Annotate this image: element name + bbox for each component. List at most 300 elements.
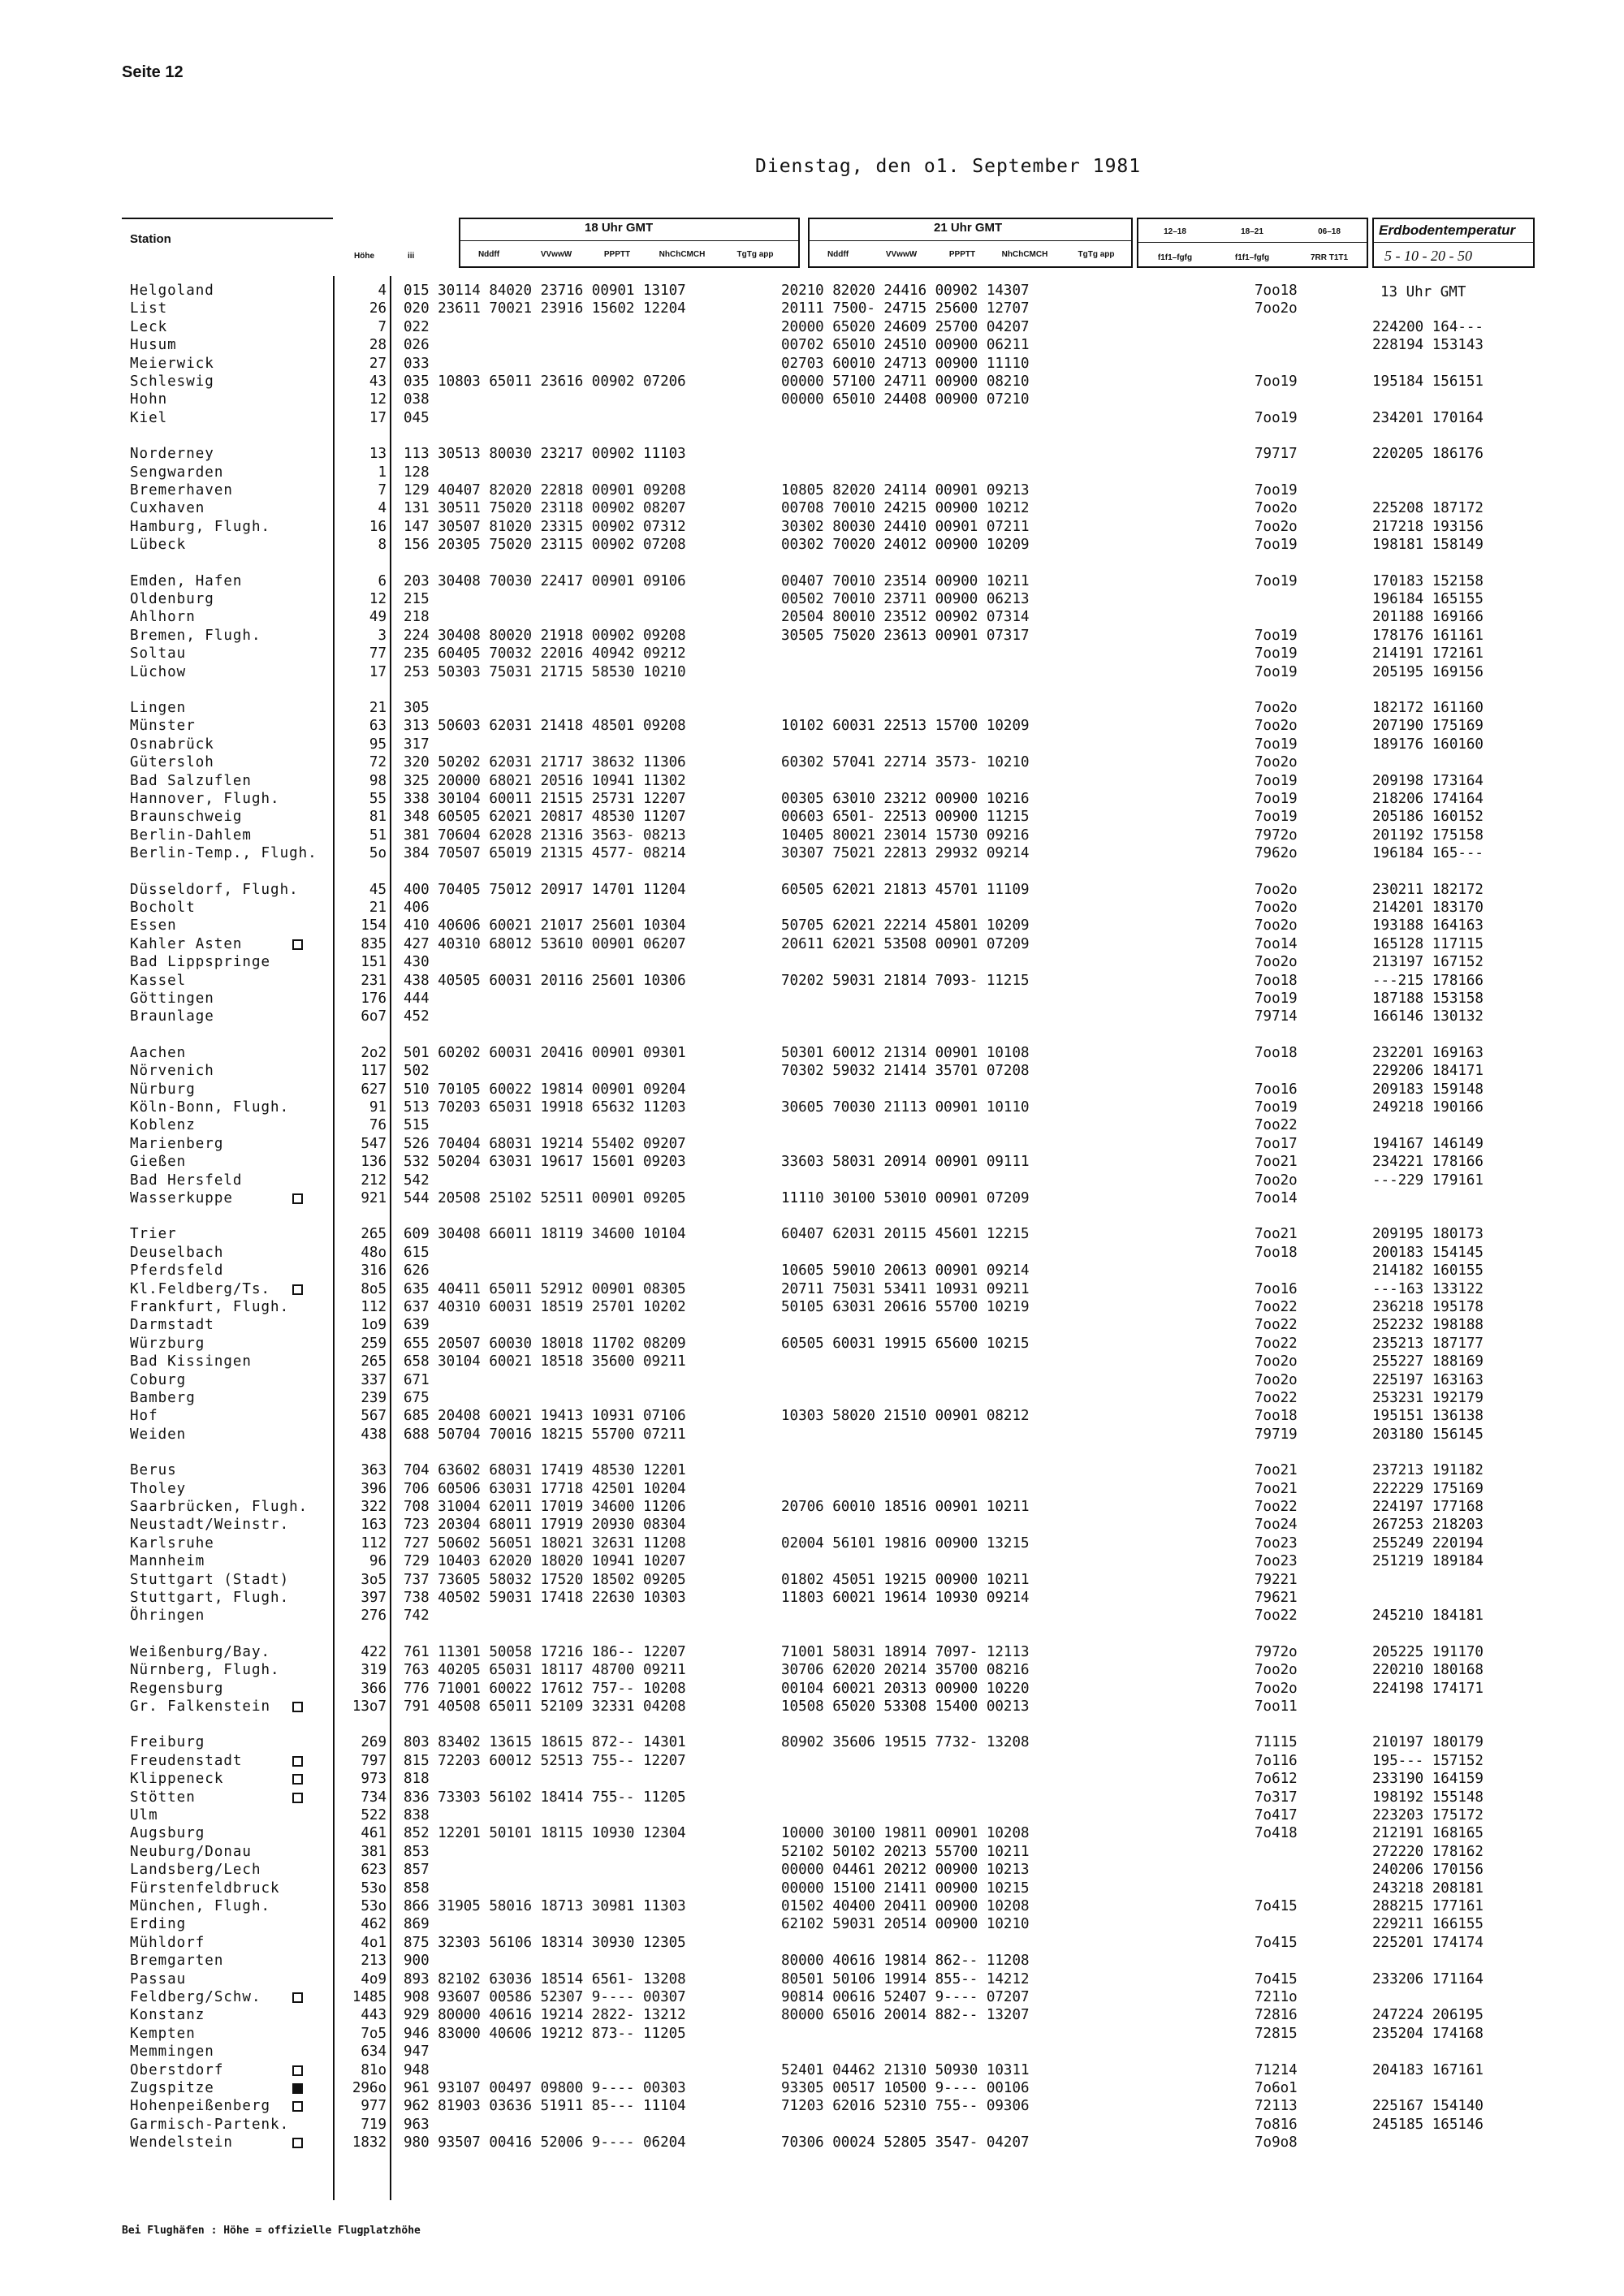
obs-18utc: 430	[404, 954, 430, 971]
temp-code: 7972o	[1255, 1643, 1298, 1660]
station-height: 734	[361, 1789, 387, 1806]
g18-col-3: PPPTT	[603, 250, 631, 259]
station-height: 522	[361, 1807, 387, 1823]
station-name: Oberstdorf	[130, 2061, 224, 2078]
temp-code: 7oo14	[1255, 1190, 1298, 1206]
obs-21utc: 00407 70010 23514 00900 10211	[781, 572, 1030, 589]
station-height: 28	[369, 337, 387, 354]
soil-temperature: 222229 175169	[1372, 1480, 1484, 1497]
header-rule	[122, 218, 333, 219]
obs-18utc: 858	[404, 1880, 430, 1897]
station-name: Coburg	[130, 1371, 187, 1388]
obs-21utc: 10000 30100 19811 00901 10208	[781, 1825, 1030, 1842]
soil-temperature: 193188 164163	[1372, 917, 1484, 934]
temp-code: 7oo19	[1255, 791, 1298, 807]
station-height: 921	[361, 1190, 387, 1206]
station-height: 17	[369, 663, 387, 680]
station-height: 443	[361, 2007, 387, 2024]
station-height: 6o7	[361, 1008, 387, 1025]
temp-code: 7oo22	[1255, 1335, 1298, 1352]
temp-code: 7oo16	[1255, 1081, 1298, 1098]
mountain-station-icon	[292, 1702, 303, 1712]
station-name: Bremen, Flugh.	[130, 627, 261, 644]
soil-temperature: 213197 167152	[1372, 954, 1484, 971]
soil-temperature: 196184 165155	[1372, 591, 1484, 607]
station-name: Berus	[130, 1462, 177, 1479]
station-height: 296o	[352, 2080, 387, 2096]
obs-18utc: 869	[404, 1916, 430, 1933]
station-height: 4o9	[361, 1970, 387, 1987]
temp-code: 7oo19	[1255, 772, 1298, 789]
obs-18utc: 929 80000 40616 19214 2822- 13212	[404, 2007, 686, 2024]
obs-18utc: 026	[404, 337, 430, 354]
obs-21utc: 30505 75020 23613 00901 07317	[781, 627, 1030, 644]
temp-code: 7oo21	[1255, 1462, 1298, 1479]
obs-21utc: 70302 59032 21414 35701 07208	[781, 1063, 1030, 1080]
station-name: Karlsruhe	[130, 1534, 214, 1552]
station-name: Sengwarden	[130, 464, 224, 481]
temp-code: 7oo2o	[1255, 754, 1298, 771]
soil-temperature: 247224 206195	[1372, 2007, 1484, 2024]
obs-18utc: 776 71001 60022 17612 757-- 10208	[404, 1680, 686, 1697]
temp-code: 7oo19	[1255, 572, 1298, 589]
station-name: Wendelstein	[130, 2134, 233, 2151]
station-name: Kahler Asten	[130, 935, 243, 952]
obs-21utc: 02703 60010 24713 00900 11110	[781, 355, 1030, 372]
temp-code: 7oo2o	[1255, 954, 1298, 971]
obs-21utc: 20000 65020 24609 25700 04207	[781, 318, 1030, 335]
soil-temperature: 205225 191170	[1372, 1643, 1484, 1660]
soil-temperature: 225201 174174	[1372, 1934, 1484, 1951]
obs-21utc: 62102 59031 20514 00900 10210	[781, 1916, 1030, 1933]
station-name: Hannover, Flugh.	[130, 791, 280, 807]
station-height: 239	[361, 1390, 387, 1406]
soil-temperature: 224198 174171	[1372, 1680, 1484, 1697]
obs-21utc: 52401 04462 21310 50930 10311	[781, 2061, 1030, 2078]
hoehe-rule	[390, 276, 391, 2200]
temp-code: 7oo18	[1255, 283, 1298, 299]
station-name: Garmisch-Partenk.	[130, 2116, 290, 2133]
station-name: Aachen	[130, 1044, 187, 1061]
station-header: Station	[130, 232, 171, 246]
obs-18utc: 444	[404, 990, 430, 1007]
station-height: 12	[369, 391, 387, 408]
temp-code: 7o116	[1255, 1752, 1298, 1769]
soil-temperature: 253231 192179	[1372, 1390, 1484, 1406]
obs-18utc: 900	[404, 1953, 430, 1970]
station-height: 276	[361, 1608, 387, 1625]
station-height: 265	[361, 1353, 387, 1370]
station-height: 213	[361, 1953, 387, 1970]
temp-code: 79719	[1255, 1426, 1298, 1443]
obs-18utc: 113 30513 80030 23217 00902 11103	[404, 446, 686, 463]
station-height: 7o5	[361, 2025, 387, 2042]
station-name: Landsberg/Lech	[130, 1862, 261, 1879]
obs-21utc: 71001 58031 18914 7097- 12113	[781, 1643, 1030, 1660]
soil-temperature: 243218 208181	[1372, 1880, 1484, 1897]
obs-18utc: 501 60202 60031 20416 00901 09301	[404, 1044, 686, 1061]
station-name: Hamburg, Flugh.	[130, 518, 271, 535]
obs-18utc: 815 72203 60012 52513 755-- 12207	[404, 1752, 686, 1769]
station-height: 397	[361, 1590, 387, 1606]
station-name: Leck	[130, 318, 168, 335]
station-name: Hohenpeißenberg	[130, 2098, 271, 2115]
erd-time: 13 Uhr GMT	[1380, 284, 1466, 300]
station-name: Bad Kissingen	[130, 1353, 252, 1370]
station-name: Passau	[130, 1970, 187, 1987]
station-height: 1832	[352, 2134, 387, 2151]
station-height: 438	[361, 1426, 387, 1443]
temp-code: 7oo22	[1255, 1299, 1298, 1315]
temp-code: 7oo19	[1255, 537, 1298, 554]
obs-18utc: 852 12201 50101 18115 10930 12304	[404, 1825, 686, 1842]
g21-col-3: PPPTT	[948, 250, 976, 259]
obs-18utc: 637 40310 60031 18519 25701 10202	[404, 1299, 686, 1315]
station-name: Lingen	[130, 700, 187, 716]
obs-18utc: 033	[404, 355, 430, 372]
soil-temperature: 194167 146149	[1372, 1135, 1484, 1152]
temp-code: 7oo19	[1255, 736, 1298, 753]
g18-col-2: VVwwW	[540, 250, 572, 259]
station-height: 3o5	[361, 1571, 387, 1588]
station-name: Gr. Falkenstein	[130, 1698, 271, 1715]
mountain-station-icon	[292, 1193, 303, 1204]
obs-18utc: 526 70404 68031 19214 55402 09207	[404, 1135, 686, 1152]
temp-code: 7oo19	[1255, 373, 1298, 390]
station-name: Stuttgart (Stadt)	[130, 1571, 290, 1588]
station-height: 366	[361, 1680, 387, 1697]
obs-18utc: 685 20408 60021 19413 10931 07106	[404, 1408, 686, 1425]
station-height: 1485	[352, 1989, 387, 2005]
temp-code: 7oo21	[1255, 1226, 1298, 1243]
soil-temperature: 195184 156151	[1372, 373, 1484, 390]
obs-18utc: 853	[404, 1843, 430, 1860]
obs-21utc: 30307 75021 22813 29932 09214	[781, 845, 1030, 862]
soil-temperature: 272220 178162	[1372, 1843, 1484, 1860]
station-name: Bremgarten	[130, 1953, 224, 1970]
station-height: 117	[361, 1063, 387, 1080]
station-height: 1o9	[361, 1317, 387, 1334]
station-name: Soltau	[130, 645, 187, 662]
soil-temperature: 201188 169166	[1372, 609, 1484, 626]
station-name: Memmingen	[130, 2044, 214, 2061]
station-name: Bamberg	[130, 1390, 196, 1406]
soil-temperature: 210197 180179	[1372, 1734, 1484, 1751]
obs-21utc: 00603 6501- 22513 00900 11215	[781, 809, 1030, 826]
station-name: Oldenburg	[130, 591, 214, 607]
temp-code: 7oo19	[1255, 627, 1298, 644]
station-height: 26	[369, 300, 387, 317]
obs-21utc: 00305 63010 23212 00900 10216	[781, 791, 1030, 807]
station-name: Frankfurt, Flugh.	[130, 1299, 290, 1315]
footnote: Bei Flughäfen : Höhe = offizielle Flugplatzhöhe	[122, 2225, 421, 2237]
soil-temperature: 225208 187172	[1372, 500, 1484, 517]
station-name: Würzburg	[130, 1335, 205, 1352]
temp-code: 7oo2o	[1255, 700, 1298, 716]
temp-code: 7o415	[1255, 1898, 1298, 1914]
station-name: Hof	[130, 1408, 158, 1425]
soil-temperature: 166146 130132	[1372, 1008, 1484, 1025]
obs-18utc: 946 83000 40606 19212 873-- 11205	[404, 2025, 686, 2042]
temp-code: 7oo18	[1255, 1408, 1298, 1425]
station-height: 96	[369, 1553, 387, 1570]
soil-temperature: 229206 184171	[1372, 1063, 1484, 1080]
obs-21utc: 90814 00616 52407 9---- 07207	[781, 1989, 1030, 2005]
obs-18utc: 763 40205 65031 18117 48700 09211	[404, 1662, 686, 1679]
station-height: 337	[361, 1371, 387, 1388]
station-name: Erding	[130, 1916, 187, 1933]
obs-18utc: 215	[404, 591, 430, 607]
soil-temperature: 205195 169156	[1372, 663, 1484, 680]
obs-18utc: 384 70507 65019 21315 4577- 08214	[404, 845, 686, 862]
gmt18-divider	[459, 240, 800, 241]
obs-21utc: 71203 62016 52310 755-- 09306	[781, 2098, 1030, 2115]
obs-21utc: 10605 59010 20613 00901 09214	[781, 1262, 1030, 1280]
obs-21utc: 33603 58031 20914 00901 09111	[781, 1154, 1030, 1171]
station-height: 81o	[361, 2061, 387, 2078]
soil-temperature: 203180 156145	[1372, 1426, 1484, 1443]
iii-header: iii	[408, 252, 415, 261]
obs-18utc: 035 10803 65011 23616 00902 07206	[404, 373, 686, 390]
obs-18utc: 022	[404, 318, 430, 335]
obs-18utc: 609 30408 66011 18119 34600 10104	[404, 1226, 686, 1243]
soil-temperature: 170183 152158	[1372, 572, 1484, 589]
mountain-station-icon	[292, 939, 303, 950]
station-name: Meierwick	[130, 355, 214, 372]
obs-18utc: 129 40407 82020 22818 00901 09208	[404, 482, 686, 498]
temp-code: 72815	[1255, 2025, 1298, 2042]
temp-code: 7oo18	[1255, 972, 1298, 989]
obs-18utc: 803 83402 13615 18615 872-- 14301	[404, 1734, 686, 1751]
station-height: 2o2	[361, 1044, 387, 1061]
station-name: Freiburg	[130, 1734, 205, 1751]
station-height: 163	[361, 1517, 387, 1534]
station-height: 396	[361, 1480, 387, 1497]
station-name: Ulm	[130, 1807, 158, 1823]
station-height: 16	[369, 518, 387, 535]
temp-code: 7oo2o	[1255, 1353, 1298, 1370]
station-height: 7	[378, 482, 387, 498]
obs-18utc: 325 20000 68021 20516 10941 11302	[404, 772, 686, 789]
station-name: Osnabrück	[130, 736, 214, 753]
station-name: München, Flugh.	[130, 1898, 271, 1914]
station-height: 95	[369, 736, 387, 753]
gmt21-title: 21 Uhr GMT	[934, 221, 1003, 235]
soil-temperature: 196184 165---	[1372, 845, 1484, 862]
soil-temperature: 189176 160160	[1372, 736, 1484, 753]
station-name: Braunschweig	[130, 809, 243, 826]
obs-21utc: 60407 62031 20115 45601 12215	[781, 1226, 1030, 1243]
g18-col-4: NhChCMCH	[659, 250, 706, 259]
soil-temperature: 236218 195178	[1372, 1299, 1484, 1315]
obs-21utc: 10405 80021 23014 15730 09216	[781, 826, 1030, 844]
obs-18utc: 513 70203 65031 19918 65632 11203	[404, 1099, 686, 1116]
obs-21utc: 00000 04461 20212 00900 10213	[781, 1862, 1030, 1879]
station-name: Nürnberg, Flugh.	[130, 1662, 280, 1679]
station-height: 7	[378, 318, 387, 335]
soil-temperature: 228194 153143	[1372, 337, 1484, 354]
station-name: List	[130, 300, 168, 317]
g18-col-5: TgTg app	[736, 250, 774, 259]
obs-18utc: 875 32303 56106 18314 30930 12305	[404, 1934, 686, 1951]
station-height: 13o7	[352, 1698, 387, 1715]
obs-21utc: 10805 82020 24114 00901 09213	[781, 482, 1030, 498]
soil-temperature: 195--- 157152	[1372, 1752, 1484, 1769]
soil-temperature: 252232 198188	[1372, 1317, 1484, 1334]
station-name: Stötten	[130, 1789, 196, 1806]
soil-temperature: 225167 154140	[1372, 2098, 1484, 2115]
page-number: Seite 12	[122, 63, 184, 81]
obs-21utc: 50105 63031 20616 55700 10219	[781, 1299, 1030, 1315]
obs-18utc: 313 50603 62031 21418 48501 09208	[404, 718, 686, 735]
temp-code: 7oo23	[1255, 1553, 1298, 1570]
obs-21utc: 10303 58020 21510 00901 08212	[781, 1408, 1030, 1425]
station-name: Cuxhaven	[130, 500, 205, 517]
obs-18utc: 510 70105 60022 19814 00901 09204	[404, 1081, 686, 1098]
obs-18utc: 410 40606 60021 21017 25601 10304	[404, 917, 686, 934]
obs-21utc: 20504 80010 23512 00902 07314	[781, 609, 1030, 626]
station-height: 567	[361, 1408, 387, 1425]
station-name: Weiden	[130, 1426, 187, 1443]
soil-temperature: 212191 168165	[1372, 1825, 1484, 1842]
soil-temperature: 251219 189184	[1372, 1553, 1484, 1570]
temp-code: 72113	[1255, 2098, 1298, 2115]
temp-code: 7oo19	[1255, 990, 1298, 1007]
obs-18utc: 203 30408 70030 22417 00901 09106	[404, 572, 686, 589]
station-name: Öhringen	[130, 1608, 205, 1625]
station-height: 55	[369, 791, 387, 807]
obs-18utc: 688 50704 70016 18215 55700 07211	[404, 1426, 686, 1443]
soil-temperature: 204183 167161	[1372, 2061, 1484, 2078]
soil-temperature: 214191 172161	[1372, 645, 1484, 662]
soil-temperature: 224200 164---	[1372, 318, 1484, 335]
obs-21utc: 00000 57100 24711 00900 08210	[781, 373, 1030, 390]
g18-col-1: Nddff	[477, 250, 500, 259]
mountain-station-icon	[292, 1793, 303, 1803]
obs-18utc: 639	[404, 1317, 430, 1334]
obs-21utc: 00000 65010 24408 00900 07210	[781, 391, 1030, 408]
temp-code: 7o612	[1255, 1771, 1298, 1788]
temp-code: 7oo2o	[1255, 518, 1298, 535]
station-name: Schleswig	[130, 373, 214, 390]
temp-code: 7o9o8	[1255, 2134, 1298, 2151]
temp-code: 7oo19	[1255, 482, 1298, 498]
soil-temperature: 209195 180173	[1372, 1226, 1484, 1243]
temp-code: 7oo19	[1255, 663, 1298, 680]
station-name: Konstanz	[130, 2007, 205, 2024]
station-name: Trier	[130, 1226, 177, 1243]
temp-code: 7o415	[1255, 1934, 1298, 1951]
station-height: 977	[361, 2098, 387, 2115]
soil-temperature: 237213 191182	[1372, 1462, 1484, 1479]
station-height: 231	[361, 972, 387, 989]
mountain-station-icon	[292, 2101, 303, 2112]
station-name: Fürstenfeldbruck	[130, 1880, 280, 1897]
erd-title: Erdbodentemperatur	[1379, 222, 1516, 238]
soil-temperature: ---229 179161	[1372, 1172, 1484, 1189]
obs-18utc: 655 20507 60030 18018 11702 08209	[404, 1335, 686, 1352]
obs-18utc: 320 50202 62031 21717 38632 11306	[404, 754, 686, 771]
temp-code: 7oo22	[1255, 1390, 1298, 1406]
station-height: 21	[369, 700, 387, 716]
soil-temperature: ---215 178166	[1372, 972, 1484, 989]
obs-18utc: 338 30104 60011 21515 25731 12207	[404, 791, 686, 807]
station-name: Saarbrücken, Flugh.	[130, 1499, 309, 1515]
temp-code: 7oo21	[1255, 1154, 1298, 1171]
station-name: Mannheim	[130, 1553, 205, 1570]
station-height: 422	[361, 1643, 387, 1660]
soil-temperature: 178176 161161	[1372, 627, 1484, 644]
obs-21utc: 60302 57041 22714 3573- 10210	[781, 754, 1030, 771]
obs-18utc: 706 60506 63031 17718 42501 10204	[404, 1480, 686, 1497]
station-height: 6	[378, 572, 387, 589]
station-height: 5o	[369, 845, 387, 862]
temp-code: 7oo14	[1255, 935, 1298, 952]
obs-18utc: 857	[404, 1862, 430, 1879]
soil-temperature: 230211 182172	[1372, 881, 1484, 898]
obs-21utc: 00000 15100 21411 00900 10215	[781, 1880, 1030, 1897]
soil-temperature: 232201 169163	[1372, 1044, 1484, 1061]
soil-temperature: 224197 177168	[1372, 1499, 1484, 1515]
soil-temperature: 214201 183170	[1372, 900, 1484, 916]
obs-18utc: 742	[404, 1608, 430, 1625]
obs-18utc: 791 40508 65011 52109 32331 04208	[404, 1698, 686, 1715]
station-height: 4o1	[361, 1934, 387, 1951]
station-height: 269	[361, 1734, 387, 1751]
station-height: 112	[361, 1534, 387, 1552]
obs-18utc: 658 30104 60021 18518 35600 09211	[404, 1353, 686, 1370]
station-name: Lüchow	[130, 663, 187, 680]
temp-code: 7oo22	[1255, 1608, 1298, 1625]
soil-temperature: 201192 175158	[1372, 826, 1484, 844]
station-height: 43	[369, 373, 387, 390]
tc-col-1: 12–18	[1164, 227, 1186, 236]
obs-18utc: 015 30114 84020 23716 00901 13107	[404, 283, 686, 299]
station-name: Koblenz	[130, 1117, 196, 1134]
soil-temperature: 218206 174164	[1372, 791, 1484, 807]
station-height: 719	[361, 2116, 387, 2133]
station-name: Berlin-Dahlem	[130, 826, 252, 844]
station-height: 973	[361, 1771, 387, 1788]
obs-18utc: 502	[404, 1063, 430, 1080]
obs-21utc: 70202 59031 21814 7093- 11215	[781, 972, 1030, 989]
station-name: Essen	[130, 917, 177, 934]
obs-21utc: 20210 82020 24416 00902 14307	[781, 283, 1030, 299]
station-height: 8o5	[361, 1280, 387, 1297]
temp-code: 7oo2o	[1255, 500, 1298, 517]
station-name: Emden, Hafen	[130, 572, 243, 589]
temp-code: 7oo19	[1255, 1099, 1298, 1116]
tc-col-2: 18–21	[1241, 227, 1263, 236]
station-height: 76	[369, 1117, 387, 1134]
temp-code: 79714	[1255, 1008, 1298, 1025]
obs-21utc: 00502 70010 23711 00900 06213	[781, 591, 1030, 607]
obs-21utc: 52102 50102 20213 55700 10211	[781, 1843, 1030, 1860]
temp-code: 7oo21	[1255, 1480, 1298, 1497]
obs-18utc: 615	[404, 1244, 430, 1261]
soil-temperature: 255249 220194	[1372, 1534, 1484, 1552]
tc-divider	[1137, 242, 1368, 243]
obs-18utc: 542	[404, 1172, 430, 1189]
soil-temperature: 200183 154145	[1372, 1244, 1484, 1261]
station-name: Köln-Bonn, Flugh.	[130, 1099, 290, 1116]
station-name: Helgoland	[130, 283, 214, 299]
soil-temperature: ---163 133122	[1372, 1280, 1484, 1297]
obs-18utc: 838	[404, 1807, 430, 1823]
obs-21utc: 00708 70010 24215 00900 10212	[781, 500, 1030, 517]
obs-18utc: 156 20305 75020 23115 00902 07208	[404, 537, 686, 554]
obs-21utc: 50301 60012 21314 00901 10108	[781, 1044, 1030, 1061]
